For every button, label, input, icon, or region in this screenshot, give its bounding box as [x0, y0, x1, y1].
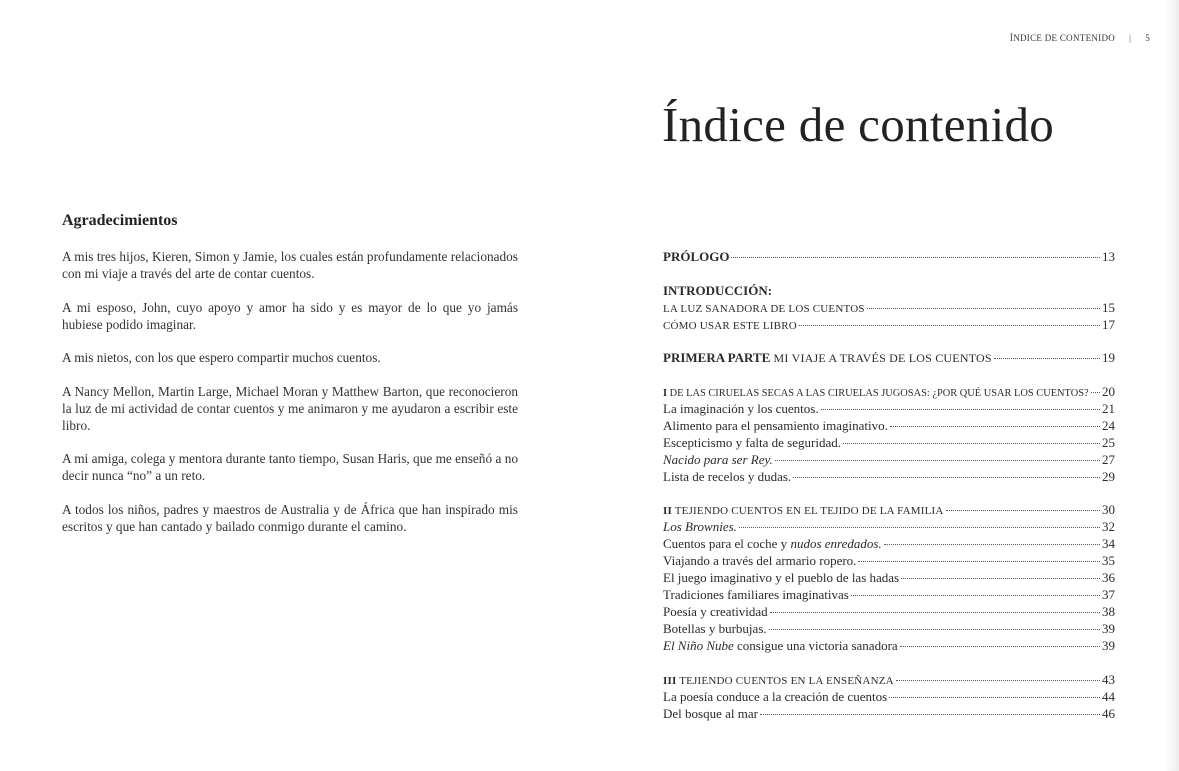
leader-dots — [760, 714, 1100, 715]
toc-entry-label: Alimento para el pensamiento imaginativo. — [663, 417, 888, 433]
running-head-section: ÍNDICE DE CONTENIDO — [1009, 33, 1116, 43]
toc-entry-page: 17 — [1102, 316, 1115, 332]
toc-entry-prologo[interactable] — [663, 248, 1115, 265]
acknowledgement-paragraph: A mis tres hijos, Kieren, Simon y Jamie, los cuales están profundamente relacionados con mi viaje a través del arte de contar cuentos. — [62, 249, 518, 281]
toc-entry[interactable] — [663, 468, 1115, 485]
toc-entry[interactable] — [663, 552, 1115, 569]
leader-dots — [890, 426, 1100, 427]
toc-entry[interactable] — [663, 434, 1115, 451]
page-number: 5 — [1145, 33, 1150, 43]
leader-dots — [731, 257, 1100, 258]
toc-entry-label: Lista de recelos y dudas. — [663, 468, 792, 484]
toc-entry-page: 46 — [1102, 705, 1115, 721]
leader-dots — [867, 308, 1100, 309]
leader-dots — [851, 595, 1100, 596]
toc-entry-page: 38 — [1102, 604, 1115, 619]
toc-entry-page: 25 — [1102, 434, 1115, 450]
leader-dots — [821, 409, 1100, 410]
toc-entry-page: 39 — [1102, 621, 1115, 636]
toc-chapter-1[interactable] — [663, 383, 1115, 400]
toc-entry-page: 32 — [1102, 519, 1115, 534]
toc-entry-label: Escepticismo y falta de seguridad. — [663, 434, 841, 450]
leader-dots — [901, 578, 1100, 579]
toc-entry-page: 30 — [1102, 502, 1115, 517]
acknowledgement-paragraph: A mi esposo, John, cuyo apoyo y amor ha sido y es mayor de lo que yo jamás hubiese podido imaginar. — [62, 299, 518, 332]
toc-entry-label-italic: El Niño Nube — [663, 638, 734, 653]
toc-entry[interactable] — [663, 417, 1115, 434]
toc-entry[interactable] — [663, 688, 1115, 705]
toc-entry-label: LA LUZ SANADORA DE LOS CUENTOS — [663, 302, 865, 315]
toc-entry-page: 44 — [1102, 688, 1115, 704]
leader-dots — [769, 629, 1100, 630]
leader-dots — [889, 697, 1100, 698]
toc-chapter-2[interactable] — [663, 501, 1115, 518]
leader-dots — [884, 544, 1100, 545]
toc-entry-page: 29 — [1102, 468, 1115, 484]
toc-entry-page: 24 — [1102, 417, 1115, 433]
toc-entry-label: PRÓLOGO — [663, 249, 730, 264]
leader-dots — [793, 477, 1100, 478]
toc-entry-page: 13 — [1102, 249, 1115, 264]
leader-dots — [739, 527, 1100, 528]
running-head-separator: | — [1129, 33, 1132, 43]
leader-dots — [799, 325, 1100, 326]
toc-entry-page: 36 — [1102, 570, 1115, 585]
toc-entry-page: 39 — [1102, 638, 1115, 653]
toc-entry-label: consigue una victoria sanadora — [733, 638, 898, 653]
leader-dots — [900, 646, 1100, 647]
toc-entry-label: El juego imaginativo y el pueblo de las hadas — [663, 570, 900, 585]
toc-entry-label: Tradiciones familiares imaginativas — [663, 587, 849, 602]
toc-entry-primera-parte[interactable] — [663, 349, 1115, 366]
chapter-number: II — [663, 505, 672, 517]
toc-entry-label: Cuentos para el coche y — [663, 536, 791, 551]
chapter-number: I — [663, 387, 668, 399]
toc-entry-page: 37 — [1102, 587, 1115, 602]
toc-entry[interactable] — [663, 518, 1115, 535]
toc-entry[interactable] — [663, 569, 1115, 586]
toc-entry-page: 19 — [1102, 350, 1115, 365]
toc-entry[interactable] — [663, 705, 1115, 722]
toc-title: Índice de contenido — [662, 97, 1055, 152]
toc-entry-page: 35 — [1102, 553, 1115, 568]
toc-chapter-3[interactable] — [663, 671, 1115, 688]
leader-dots — [858, 561, 1100, 562]
toc-entry-page: 15 — [1102, 299, 1115, 315]
part-label: PRIMERA PARTE — [663, 350, 771, 365]
acknowledgements-heading: Agradecimientos — [62, 212, 178, 229]
leader-dots — [843, 443, 1100, 444]
toc-entry-label: Viajando a través del armario ropero. — [663, 553, 857, 568]
toc-entry-page: 21 — [1102, 400, 1115, 416]
acknowledgement-paragraph: A mis nietos, con los que espero compartir muchos cuentos. — [62, 350, 381, 365]
toc-entry[interactable] — [663, 586, 1115, 603]
running-head — [1000, 33, 1150, 43]
leader-dots — [1091, 392, 1100, 393]
toc-entry[interactable] — [663, 603, 1115, 620]
toc-entry-page: 43 — [1102, 671, 1115, 687]
toc-entry-label: Del bosque al mar — [663, 705, 758, 721]
chapter-title: TEJIENDO CUENTOS EN EL TEJIDO DE LA FAMILIA — [674, 505, 944, 517]
leader-dots — [896, 680, 1100, 681]
toc-heading-introduccion: INTRODUCCIÓN: — [663, 282, 773, 298]
leader-dots — [994, 358, 1100, 359]
toc-entry-label: Nacido para ser Rey. — [663, 451, 773, 467]
toc-entry[interactable] — [663, 299, 1115, 316]
acknowledgement-paragraph: A todos los niños, padres y maestros de Australia y de África que han inspirado mis escritos y que han cantado y bailado conmigo durante el camino. — [62, 501, 518, 534]
toc-entry-label: La poesía conduce a la creación de cuentos — [663, 688, 888, 704]
toc-entry-page: 34 — [1102, 536, 1115, 551]
toc-entry-label: Botellas y burbujas. — [663, 621, 767, 636]
toc-entry-label: La imaginación y los cuentos. — [663, 400, 819, 416]
chapter-title: DE LAS CIRUELAS SECAS A LAS CIRUELAS JUGOSAS: ¿POR QUÉ USAR LOS CUENTOS? — [669, 387, 1089, 399]
acknowledgements-body — [62, 248, 518, 551]
leader-dots — [946, 510, 1100, 511]
toc-entry-label-italic: nudos enredados. — [790, 536, 882, 551]
toc-entry[interactable] — [663, 620, 1115, 637]
part-title: MI VIAJE A TRAVÉS DE LOS CUENTOS — [773, 351, 992, 365]
table-of-contents — [663, 248, 1115, 722]
chapter-number: III — [663, 674, 677, 687]
toc-entry[interactable] — [663, 451, 1115, 468]
toc-entry-label: Los Brownies. — [663, 519, 737, 534]
chapter-title: TEJIENDO CUENTOS EN LA ENSEÑANZA — [679, 674, 894, 687]
leader-dots — [770, 612, 1100, 613]
toc-entry[interactable] — [663, 400, 1115, 417]
toc-entry[interactable] — [663, 535, 1115, 552]
toc-entry-label: Poesía y creatividad — [663, 604, 768, 619]
toc-entry-page: 27 — [1102, 451, 1115, 467]
toc-entry-page: 20 — [1102, 383, 1115, 399]
toc-entry[interactable] — [663, 316, 1115, 333]
leader-dots — [775, 460, 1100, 461]
page-edge-shadow — [1165, 0, 1179, 771]
toc-entry-label: CÓMO USAR ESTE LIBRO — [663, 319, 797, 332]
toc-entry[interactable] — [663, 637, 1115, 654]
acknowledgement-paragraph: A mi amiga, colega y mentora durante tanto tiempo, Susan Haris, que me enseñó a no decir nunca “no” a un reto. — [62, 451, 518, 483]
acknowledgement-paragraph: A Nancy Mellon, Martin Large, Michael Moran y Matthew Barton, que reconocieron la luz de mi actividad de contar cuentos y me animaron y me ayudaron a escribir este libro. — [62, 383, 518, 433]
